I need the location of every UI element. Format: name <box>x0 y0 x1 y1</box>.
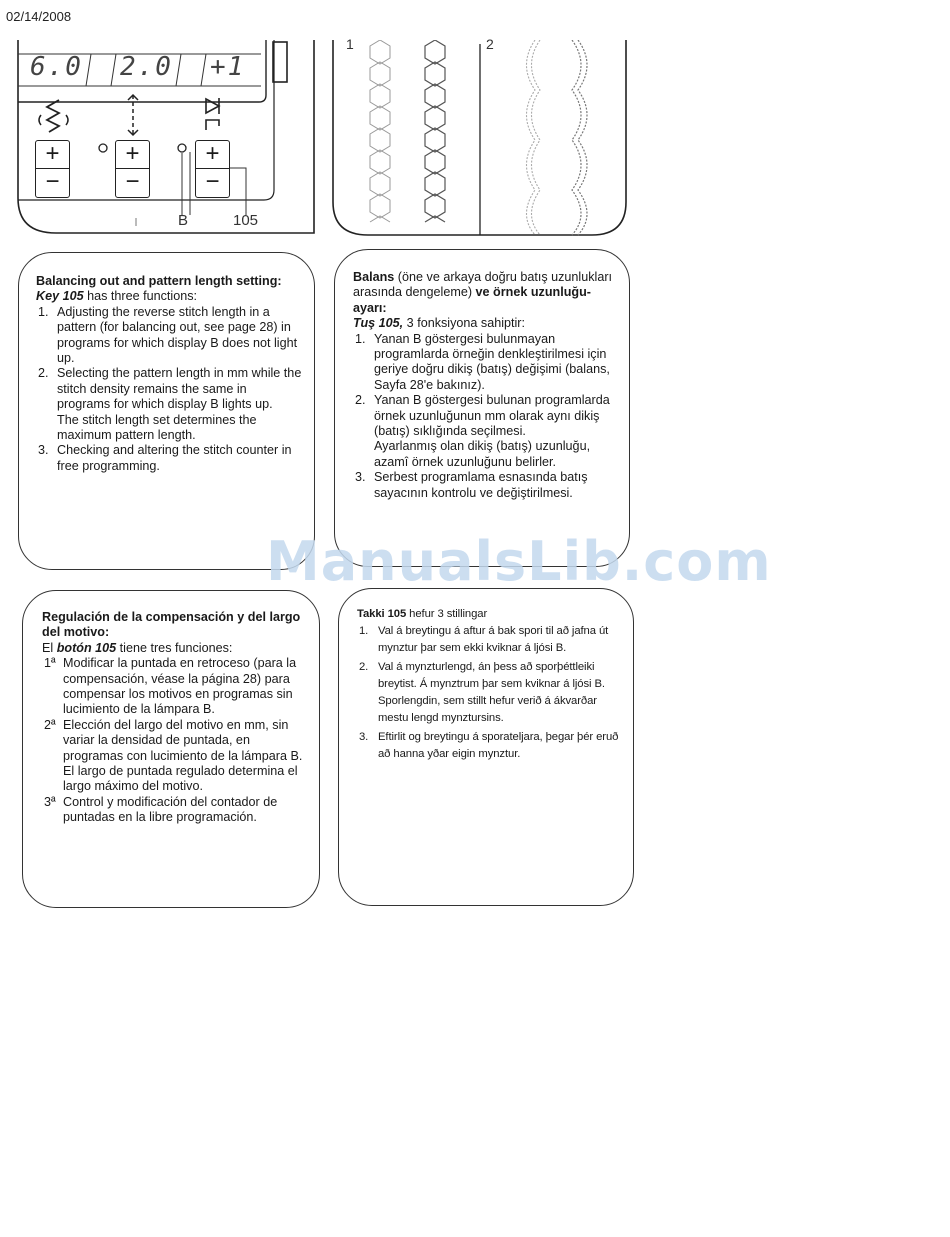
panel-turkish-list <box>353 332 617 501</box>
item-extra-text: El largo de puntada regulado determina el largo máximo del motivo. <box>63 764 298 794</box>
panel-turkish-title-bold: Balans <box>353 270 395 284</box>
item-text: Yanan B göstergesi bulunmayan programlarda örneğin denkleştirilmesi için geriye doğru dikiş (batış) değişimi (balans, Sayfa 28'e bakınız). <box>374 331 610 392</box>
display-readout-1: 6.0 <box>30 52 83 82</box>
figure-label-1: 1 <box>346 36 354 52</box>
length-minus-button[interactable]: − <box>125 168 140 195</box>
length-key[interactable] <box>115 140 150 198</box>
key-105[interactable] <box>195 140 230 198</box>
item-number: 2. <box>355 393 366 408</box>
list-item <box>36 443 302 474</box>
item-text: Checking and altering the stitch counter in free programming. <box>57 443 292 473</box>
display-readout-3: +1 <box>210 52 246 82</box>
panel-english <box>36 274 302 474</box>
item-text: Val á breytingu á aftur á bak spori til að jafna út mynztur þar sem ekki kviknar á ljósi B. <box>378 625 609 654</box>
list-item <box>42 656 310 718</box>
list-item <box>36 366 302 443</box>
panel-turkish-title-mid: (öne ve arkaya doğru batış uzunlukları arasında dengeleme) <box>353 270 613 300</box>
item-number: 1. <box>38 304 49 319</box>
width-minus-button[interactable]: − <box>45 168 60 195</box>
list-item <box>42 718 310 795</box>
stitch-pattern-drawing <box>330 40 630 240</box>
panel-turkish-title <box>353 270 617 316</box>
item-number: 3ª <box>44 794 56 809</box>
item-text: Val á mynzturlengd, án þess að sporþéttleiki breytist. Á mynztrum þar sem kviknar á ljósi B. <box>378 661 605 690</box>
item-extra-text: Sporlengdin, sem stillt hefur verið á ákvarðar mestu lengd mynztursins. <box>378 695 597 724</box>
item-text: Modificar la puntada en retroceso (para la compensación, véase la página 28) para compensar los motivos en programas sin lucimiento de la lámpara B. <box>63 656 297 717</box>
list-item <box>357 729 619 763</box>
item-number: 3. <box>355 470 366 485</box>
panel-turkish-title-bold-2: ve örnek uzunluğu-ayarı: <box>353 285 591 315</box>
item-number: 2. <box>359 661 369 673</box>
length-plus-button[interactable]: + <box>116 141 149 169</box>
item-text: Elección del largo del motivo en mm, sin variar la densidad de puntada, en programas con lucimiento de la lámpara B. <box>63 717 303 763</box>
item-number: 1. <box>359 625 369 637</box>
panel-turkish-intro <box>353 316 617 331</box>
item-text: Yanan B göstergesi bulunan programlarda örnek uzunluğunun mm olarak aynı dikiş (batış) sıklığında seçilmesi. <box>374 393 610 439</box>
panel-spanish-intro <box>42 641 310 656</box>
item-text: Serbest programlama esnasında batış sayacının kontrolu ve değiştirilmesi. <box>374 470 588 500</box>
panel-english-intro <box>36 289 302 304</box>
panel-spanish-key: botón 105 <box>56 640 117 655</box>
item-extra-text: Ayarlanmış olan dikiş (batış) uzunluğu, azamî örnek uzunluğunu belirler. <box>374 439 591 469</box>
figure-label-2: 2 <box>486 36 494 52</box>
width-key[interactable] <box>35 140 70 198</box>
display-readout-2: 2.0 <box>120 52 173 82</box>
item-text: Adjusting the reverse stitch length in a pattern (for balancing out, see page 28) in programs for which display B does not light up. <box>57 304 298 366</box>
item-number: 2. <box>38 366 49 381</box>
panel-spanish <box>42 610 310 826</box>
print-date: 02/14/2008 <box>6 9 72 24</box>
panel-icelandic-key: Takki 105 <box>357 608 407 620</box>
panel-icelandic <box>357 606 619 763</box>
item-text: Selecting the pattern length in mm while the stitch density remains the same in programs for which display B lights up. <box>57 366 302 412</box>
watermark: ManualsLib.com <box>266 530 772 593</box>
panel-spanish-intro-text: tiene tres funciones: <box>116 640 233 655</box>
panel-icelandic-intro-text: hefur 3 stillingar <box>406 608 488 620</box>
panel-english-title: Balancing out and pattern length setting: <box>36 274 282 288</box>
list-item <box>353 393 617 470</box>
item-number: 1. <box>355 331 366 346</box>
stitch-pattern-figure <box>330 36 630 240</box>
panel-spanish-list <box>42 656 310 825</box>
item-number: 1ª <box>44 656 56 671</box>
item-extra-text: The stitch length set determines the maximum pattern length. <box>57 412 257 443</box>
width-plus-button[interactable]: + <box>36 141 69 169</box>
list-item <box>42 795 310 826</box>
panel-english-key: Key 105 <box>36 289 84 304</box>
panel-english-intro-text: has three functions: <box>83 289 198 304</box>
item-text: Control y modificación del contador de puntadas en la libre programación. <box>63 794 278 825</box>
list-item <box>353 332 617 394</box>
panel-spanish-intro-pre: El <box>42 640 57 655</box>
list-item <box>357 623 619 657</box>
panel-turkish-intro-text: 3 fonksiyona sahiptir: <box>403 316 525 331</box>
list-item <box>36 305 302 367</box>
label-105: 105 <box>233 212 259 229</box>
panel-turkish <box>353 270 617 501</box>
control-panel-figure <box>16 40 316 240</box>
item-number: 3. <box>38 443 49 458</box>
list-item <box>357 659 619 727</box>
list-item <box>353 470 617 501</box>
item-text: Eftirlit og breytingu á sporateljara, þegar þér eruð að hanna yðar eigin mynztur. <box>378 731 619 760</box>
item-number: 2ª <box>44 717 56 732</box>
item-number: 3. <box>359 731 369 743</box>
panel-icelandic-intro <box>357 606 619 623</box>
panel-icelandic-list <box>357 623 619 763</box>
label-b: B <box>178 212 189 229</box>
key-105-plus-button[interactable]: + <box>196 141 229 169</box>
panel-turkish-key: Tuş 105, <box>353 316 404 331</box>
panel-spanish-title: Regulación de la compensación y del largo del motivo: <box>42 610 301 640</box>
key-105-minus-button[interactable]: − <box>205 168 220 195</box>
panel-english-list <box>36 305 302 474</box>
